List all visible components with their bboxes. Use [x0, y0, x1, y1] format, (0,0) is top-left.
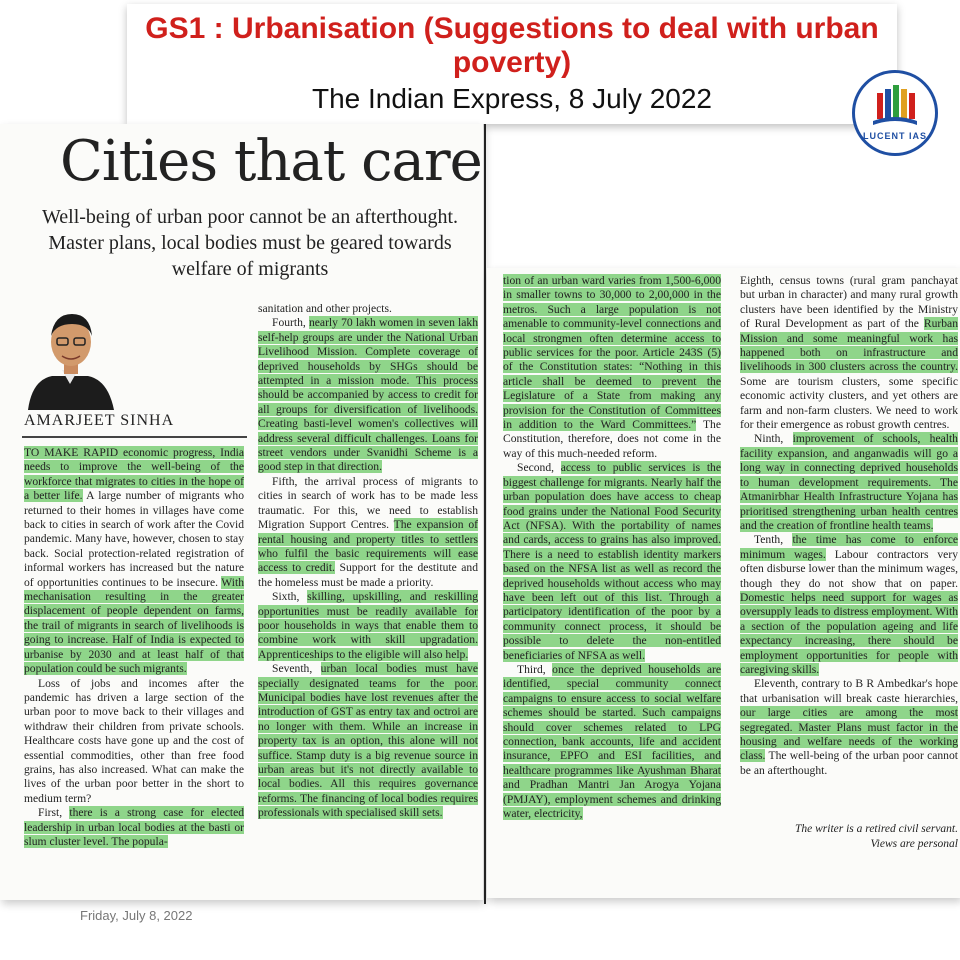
body-text: A large number of migrants who returned to their homes in villages have come back to cities in search of work after the Covid pandemic. Many have, however, chosen to stay back. Social protection-related registration of informal workers has increased but the nature of opportunities continues to be insecure. [24, 489, 244, 589]
highlighted-text: our large cities are among the most segregated. Master Plans must factor in the housing and welfare needs of the working class. [740, 706, 958, 763]
paragraph [503, 274, 721, 461]
highlighted-text: urban local bodies must have specially designated teams for the poor. Municipal bodies have lost revenues after the introduction of GST as entry tax and octroi are no longer with them. While an increase in property tax is an option, this alone will not suffice. Stamp duty is a big revenue source in urban areas but it's not directly available to local bodies. All this requires governance reforms. The financing of local bodies requires professionals with specialised skill sets. [258, 662, 478, 820]
article-subhead: Well-being of urban poor cannot be an afterthought. Master plans, local bodies must be geared towards welfare of migrants [41, 206, 459, 280]
writer-line-2: Views are personal [870, 838, 958, 850]
highlighted-text: The expansion of rental housing and property titles to settlers who fulfil the basic requirements will ease access to credit. [258, 518, 478, 575]
paragraph: Loss of jobs and incomes after the pandemic has driven a large section of the urban poor to move back to their villages and withdraw their children from private schools. Healthcare costs have gone up and the cost of essential commodities, other than free food grains, has also increased. What can make the lives of the urban poor better in the short to medium term? [24, 676, 244, 805]
body-text: Fifth, the arrival process of migrants to cities in search of work has to be made less traumatic. For this, we need to establish Migration Support Centres. [258, 474, 478, 532]
paragraph [740, 533, 958, 677]
article-column-3 [503, 274, 721, 821]
paragraph [740, 274, 958, 432]
paragraph [24, 446, 244, 677]
byline-rule [22, 436, 247, 438]
logo-text: LUCENT IAS [863, 131, 927, 141]
article-column-2 [258, 302, 478, 821]
highlighted-text: skilling, upskilling, and reskilling opportunities must be readily available for poor households in ways that enable them to combine work with skill upgradation. Apprenticeships to the eligible will also help. [258, 590, 479, 661]
highlighted-text: tion of an urban ward varies from 1,500-6,000 in smaller towns to 30,000 to 2,00,000 in the metros. Such a large population is not amenable to community-level connections and local strongmen often determine access to public services for the poor. Article 243S (5) of the Constitution states: “Nothing in this article shall be deemed to prevent the Legislature of a State from making any provision for the Constitution of Committees in addition to the Ward Committees.” [503, 274, 721, 432]
body-text: Fourth, [272, 316, 309, 330]
paragraph [258, 316, 478, 474]
paragraph [503, 663, 721, 821]
highlighted-text: the time has come to enforce minimum wages. [740, 533, 958, 561]
body-text: Tenth, [754, 533, 793, 547]
highlighted-text: Domestic helps need support for wages as oversupply leads to distress employment. With a section of the population ageing and life expectancy increasing, there should be employment opportunities for people with caregiving skills. [740, 590, 958, 676]
banner-title: GS1 : Urbanisation (Suggestions to deal with urban poverty) [145, 12, 879, 79]
highlighted-text: nearly 70 lakh women in seven lakh self-help groups are under the National Urban Livelihood Mission. Complete coverage of deprived households by SHGs should be attempted in a mission mode. This process should be accompanied by access to credit for all groups for diversification of livelihoods. Creating basti-level women's collectives will address several difficult challenges. Loans for street vendors under Svanidhi Scheme is a good step in that direction. [258, 316, 478, 474]
highlighted-text: TO MAKE RAPID economic progress, India needs to improve the well-being of the workforce that migrates to cities in the hope of a better life. [24, 446, 244, 503]
paragraph [258, 475, 478, 590]
paragraph [24, 806, 244, 849]
body-text: The well-being of the urban poor cannot be an afterthought. [740, 749, 958, 777]
title-banner [127, 4, 897, 124]
body-text: Eleventh, contrary to B R Ambedkar's hope that urbanisation will break caste hierarchies, [740, 677, 958, 705]
banner-source: The Indian Express, 8 July 2022 [311, 83, 712, 114]
body-text: Support for the destitute and the homeless must be made a priority. [258, 561, 478, 589]
paragraph [740, 677, 958, 778]
book-logo-icon [855, 73, 935, 153]
paragraph [503, 461, 721, 663]
article-column-1 [24, 446, 244, 849]
column-divider [484, 124, 486, 904]
paragraph: sanitation and other projects. [258, 302, 392, 315]
highlighted-text: With mechanisation resulting in the greater displacement of people dependent on farms, the trail of migrants in search of livelihoods is going to increase. Half of India is expected to urbanise by 2030 and at least half of that population could be such migrants. [24, 575, 244, 676]
paragraph [740, 432, 958, 533]
body-text: Seventh, [272, 662, 321, 676]
body-text: Eighth, census towns (rural gram panchayat but urban in character) and many rural growth clusters have been identified by the Ministry of Rural Development as part of the [740, 274, 958, 331]
lucent-ias-logo [852, 70, 938, 156]
highlighted-text: once the deprived households are identified, special community connect campaigns to ensure access to social welfare schemes should be started. Such campaigns should cover schemes related to LPG connection, bank accounts, life and accident insurance, EPFO and ESI facilities, and healthcare programmes like Ayushman Bharat and Pradhan Mantri Jan Arogya Yojana (PMJAY), employment schemes and drinking water, electricity, [503, 662, 721, 821]
author-byline: AMARJEET SINHA [24, 412, 175, 429]
body-text: Labour contractors very often disburse lower than the minimum wages, though they do not show that on paper. [740, 547, 958, 590]
writer-line-1: The writer is a retired civil servant. [794, 823, 958, 835]
body-text: First, [38, 806, 70, 820]
highlighted-text: Rurban Mission and some meaningful work has happened both on infrastructure and livelihoods in 300 clusters across the country. [740, 317, 958, 374]
highlighted-text: improvement of schools, health facility expansion, and anganwadis will go a long way in connecting deprived households to human development requirements. The Atmanirbhar Health Infrastructure Yojana has prioritised strengthening urban health centres and the creation of frontline health teams. [740, 432, 958, 532]
writer-note [740, 822, 958, 852]
paragraph [258, 590, 478, 662]
body-text: Ninth, [754, 432, 793, 446]
article-headline: Cities that care [60, 129, 482, 194]
body-text: Second, [517, 461, 561, 475]
highlighted-text: access to public services is the biggest challenge for migrants. Nearly half the urban population does have access to cheap food grains under the National Food Security Act (NFSA). With the portability of names and cards, access to grains has also improved. There is a need to establish identity markers based on the NFSA list as well as record the deprived households without access who may have been left out of this list. Through a participatory identification of the poor by a community connect process, it should be possible to delete the non-entitled beneficiaries of NFSA as well. [503, 461, 721, 662]
body-text: Some are tourism clusters, some specific economic activity clusters, and yet others are farm and non-farm clusters. We need to work for their emergence as robust growth centres. [740, 374, 958, 432]
body-text: The Constitution, therefore, does not come in the way of this much-needed reform. [503, 418, 721, 460]
body-text: Third, [517, 662, 553, 676]
highlighted-text: there is a strong case for elected leadership in urban local bodies at the basti or slum cluster level. The popula- [24, 806, 245, 848]
page-date: Friday, July 8, 2022 [80, 908, 193, 923]
paragraph [258, 662, 478, 820]
author-portrait [22, 300, 118, 410]
body-text: Sixth, [272, 590, 308, 604]
article-column-4 [740, 274, 958, 778]
